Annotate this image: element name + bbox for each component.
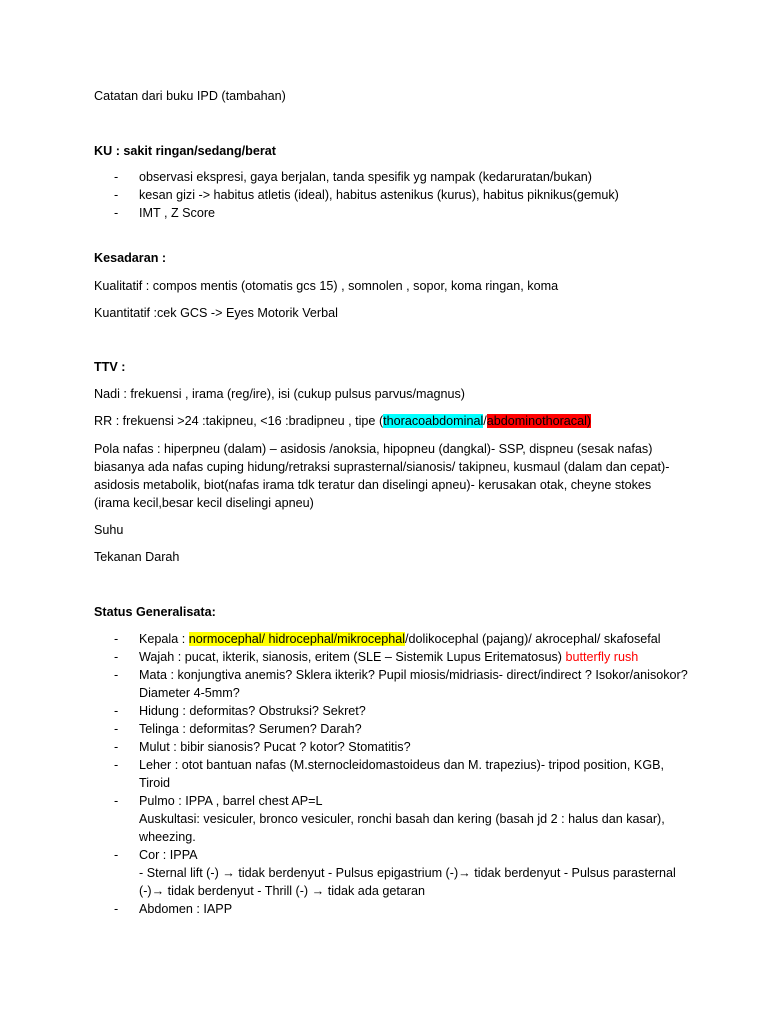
pulmo-line-2: Auskultasi: vesiculer, bronco vesiculer, ronchi basah dan kering (basah jd 2 : halus dan kasar), wheezing. xyxy=(139,812,665,844)
kuantitatif-text: Kuantitatif :cek GCS -> Eyes Motorik Verbal xyxy=(94,306,338,320)
list-dash: - xyxy=(114,704,119,718)
list-item xyxy=(94,204,694,222)
rr-highlight-thoracoabdominal: thoracoabdominal xyxy=(383,414,484,428)
list-dash: - xyxy=(114,170,119,184)
ku-item-text: kesan gizi -> habitus atletis (ideal), habitus astenikus (kurus), habitus piknikus(gemuk) xyxy=(139,188,619,202)
telinga-text: Telinga : deformitas? Serumen? Darah? xyxy=(139,722,362,736)
ku-item-text: IMT , Z Score xyxy=(139,206,216,220)
kepala-rest: /dolikocephal (pajang)/ akrocephal/ skafosefal xyxy=(405,632,661,646)
hidung-text: Hidung : deformitas? Obstruksi? Sekret? xyxy=(139,704,366,718)
kualitatif-text: Kualitatif : compos mentis (otomatis gcs 15) , somnolen , sopor, koma ringan, koma xyxy=(94,279,559,293)
nadi-text: Nadi : frekuensi , irama (reg/ire), isi (cukup pulsus parvus/magnus) xyxy=(94,387,465,401)
rr-separator: / xyxy=(483,414,487,428)
ttv-heading: TTV : xyxy=(94,360,126,374)
list-dash: - xyxy=(114,632,119,646)
document-title: Catatan dari buku IPD (tambahan) xyxy=(94,89,286,103)
rr-prefix: RR : frekuensi >24 :takipneu, <16 :bradipneu , tipe ( xyxy=(94,414,384,428)
list-item xyxy=(94,186,694,204)
status-heading: Status Generalisata: xyxy=(94,605,216,619)
tekanan-darah-text: Tekanan Darah xyxy=(94,550,180,564)
cor-line-1: Cor : IPPA xyxy=(139,848,198,862)
pulmo-line-1: Pulmo : IPPA , barrel chest AP=L xyxy=(139,794,323,808)
list-item-wajah xyxy=(94,648,694,666)
list-dash: - xyxy=(114,722,119,736)
list-dash: - xyxy=(114,758,119,772)
list-dash: - xyxy=(114,794,119,808)
list-item-hidung xyxy=(94,702,694,720)
rr-highlight-abdominothoracal: abdominothoracal) xyxy=(486,414,592,428)
ku-item-text: observasi ekspresi, gaya berjalan, tanda spesifik yg nampak (kedaruratan/bukan) xyxy=(139,170,592,184)
mata-text: Mata : konjungtiva anemis? Sklera ikterik? Pupil miosis/midriasis- direct/indirect ? Isokor/anisokor? Diameter 4-5mm? xyxy=(139,668,688,700)
status-list xyxy=(94,630,694,918)
kesadaran-heading: Kesadaran : xyxy=(94,251,167,265)
ku-list xyxy=(94,168,694,222)
wajah-text: Wajah : pucat, ikterik, sianosis, eritem (SLE – Sistemik Lupus Eritematosus) xyxy=(139,650,566,664)
list-item-cor xyxy=(94,846,694,900)
list-dash: - xyxy=(114,902,119,916)
suhu-text: Suhu xyxy=(94,523,124,537)
list-dash: - xyxy=(114,740,119,754)
kepala-prefix: Kepala : xyxy=(139,632,189,646)
abdomen-text: Abdomen : IAPP xyxy=(139,902,233,916)
list-dash: - xyxy=(114,848,119,862)
list-dash: - xyxy=(114,206,119,220)
list-item-telinga xyxy=(94,720,694,738)
list-item xyxy=(94,168,694,186)
list-item-mulut xyxy=(94,738,694,756)
list-item-pulmo xyxy=(94,792,694,846)
kepala-highlight: normocephal/ hidrocephal/mikrocephal xyxy=(188,632,406,646)
wajah-red-text: butterfly rush xyxy=(565,650,639,664)
cor-line-2: - Sternal lift (-) → tidak berdenyut - Pulsus epigastrium (-)→ tidak berdenyut - Pulsus parasternal (-)→ tidak berdenyut - Thrill (-) → tidak ada getaran xyxy=(139,866,676,898)
list-dash: - xyxy=(114,650,119,664)
rr-text xyxy=(94,412,591,430)
list-item-kepala xyxy=(94,630,694,648)
list-item-abdomen xyxy=(94,900,694,918)
list-item-mata xyxy=(94,666,694,702)
mulut-text: Mulut : bibir sianosis? Pucat ? kotor? Stomatitis? xyxy=(139,740,411,754)
pola-nafas-paragraph: Pola nafas : hiperpneu (dalam) – asidosis /anoksia, hipopneu (dangkal)- SSP, dispneu (sesak nafas) biasanya ada nafas cuping hidung/retraksi suprasternal/sianosis/ takipneu, kusmaul (dalam dan cepat)- asidosis metabolik, biot(nafas irama tdk teratur dan diselingi apneu)- kerusakan otak, cheyne stokes (irama kecil,besar kecil diselingi apneu) xyxy=(94,442,670,510)
list-dash: - xyxy=(114,668,119,682)
list-item-leher xyxy=(94,756,694,792)
list-dash: - xyxy=(114,188,119,202)
ku-heading: KU : sakit ringan/sedang/berat xyxy=(94,144,276,158)
leher-text: Leher : otot bantuan nafas (M.sternocleidomastoideus dan M. trapezius)- tripod position, KGB, Tiroid xyxy=(139,758,665,790)
